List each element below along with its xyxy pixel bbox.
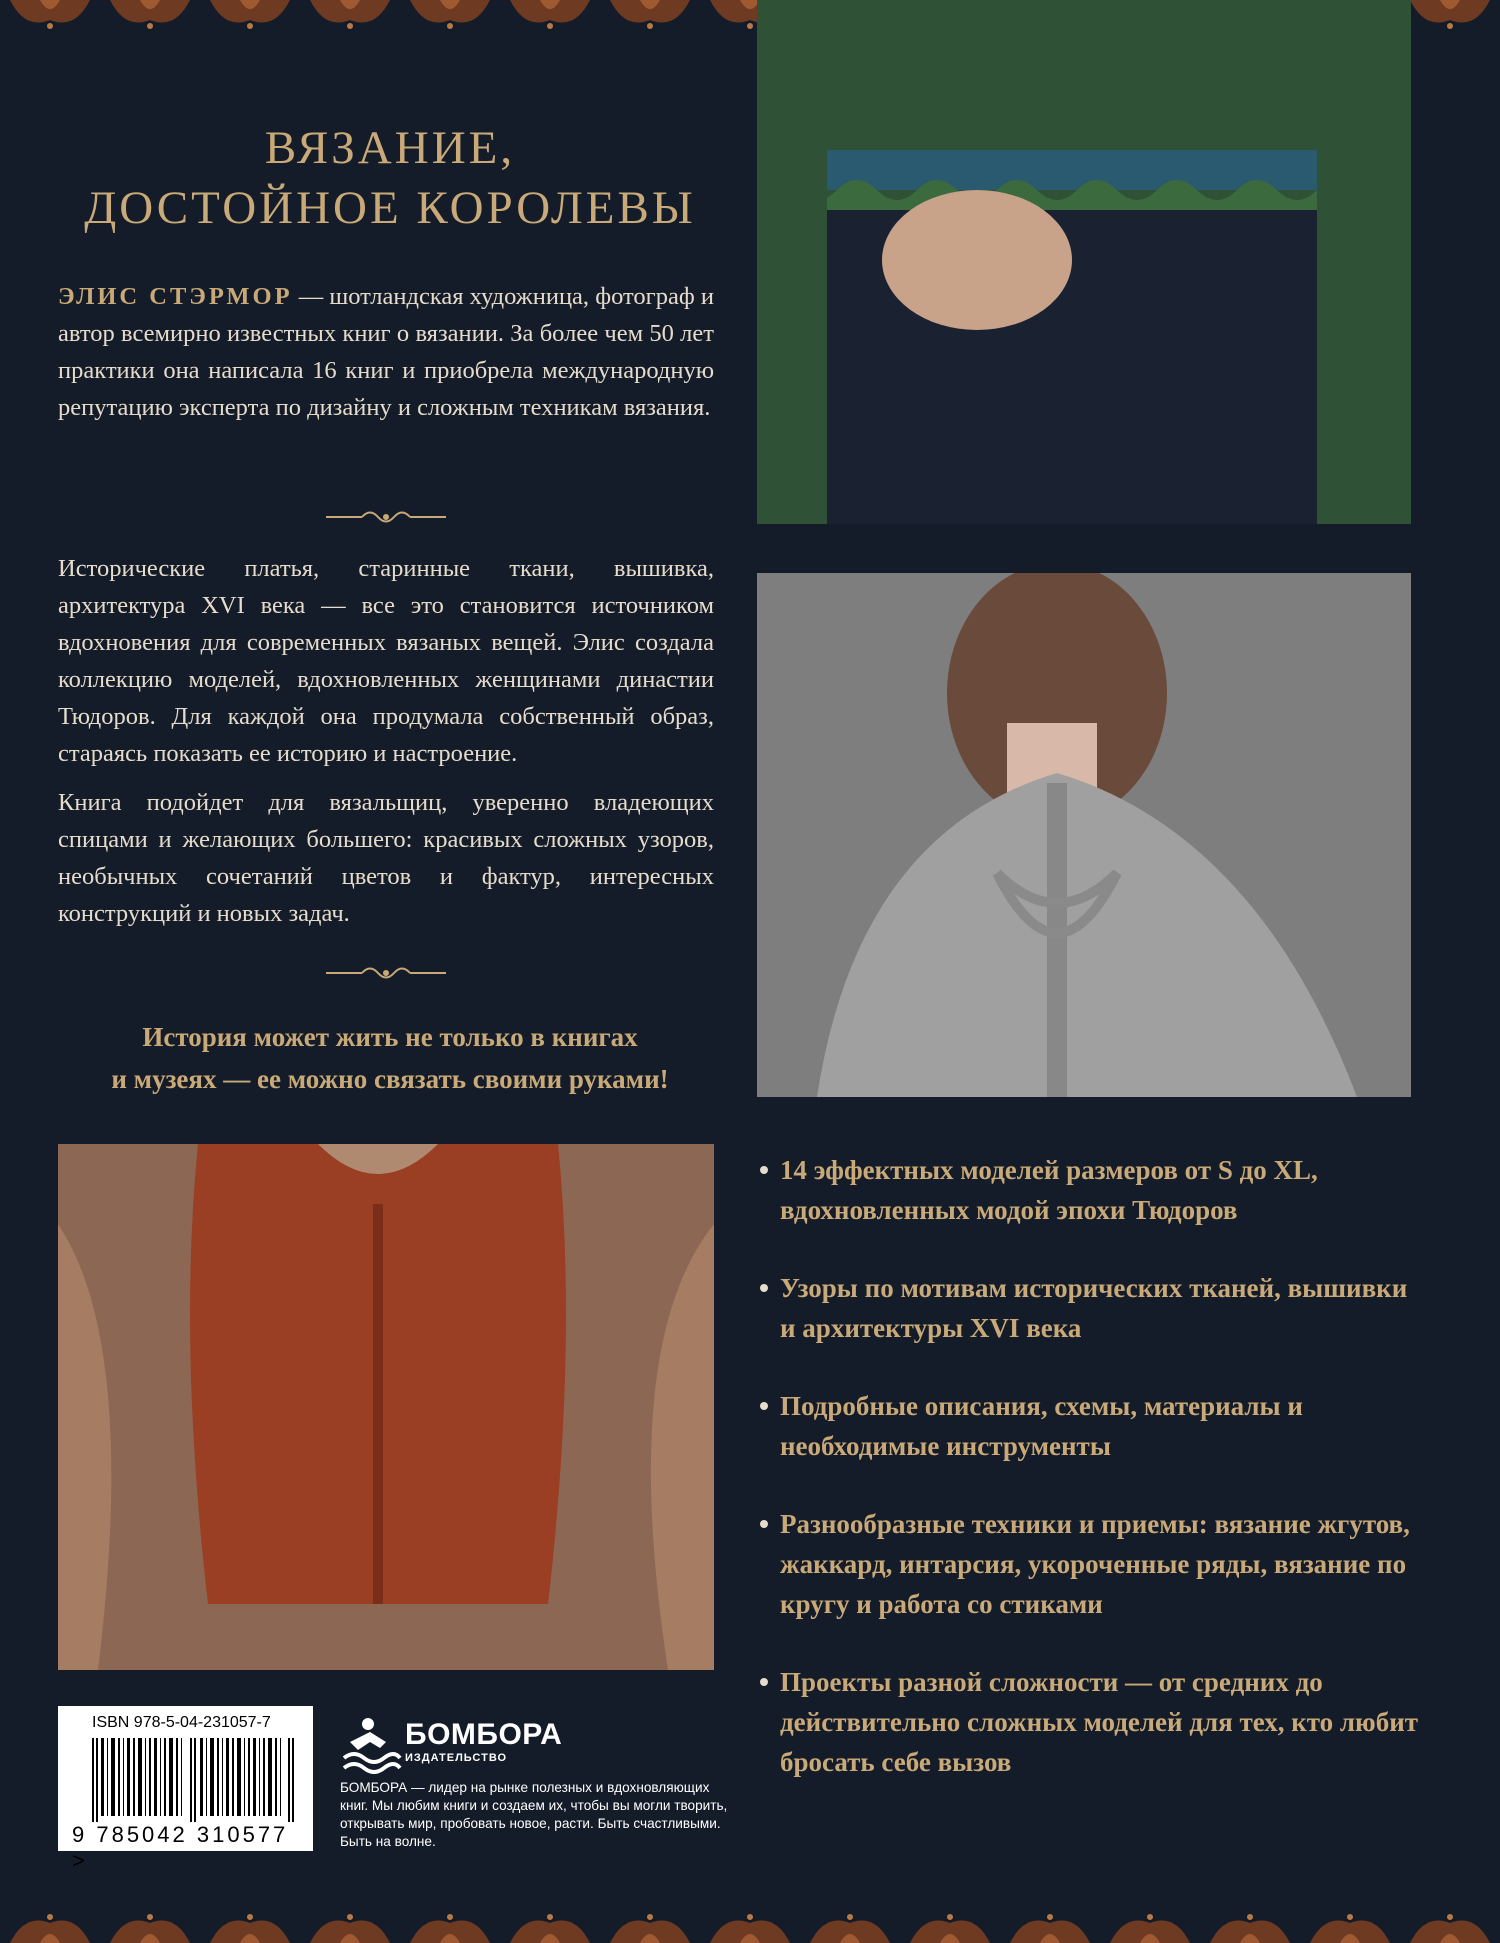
feature-text: 14 эффектных моделей размеров от S до XL, вдохновленных модой эпохи Тюдоров — [780, 1155, 1318, 1225]
bullet-dot-icon — [760, 1166, 768, 1174]
feature-item — [760, 1386, 1420, 1466]
publisher-subtitle: ИЗДАТЕЛЬСТВО — [405, 1752, 508, 1764]
title-line-1: ВЯЗАНИЕ, — [264, 122, 516, 174]
feature-list — [760, 1150, 1420, 1820]
publisher-name: БОМБОРА — [405, 1718, 563, 1751]
author-intro-text: — шотландская художница, фотограф и автор всемирно известных книг о вязании. За более чем 50 лет практики она написала 16 книг и приобрела международную репутацию эксперта по дизайну и сложным техникам вязания. — [58, 283, 714, 421]
feature-item — [760, 1662, 1420, 1782]
bullet-dot-icon — [760, 1678, 768, 1686]
photo-grey-cable-sweater-back — [757, 573, 1411, 1097]
feature-item — [760, 1150, 1420, 1230]
bottom-ornament-border — [0, 1903, 1500, 1943]
photo-rust-jacquard-vest — [58, 1144, 714, 1670]
photo-green-ruffled-cardigan — [757, 0, 1411, 524]
description-paragraph-2: Книга подойдет для вязальщиц, уверенно владеющих спицами и желающих большего: красивых сложных узоров, необычных сочетаний цветов и фактур, интересных конструкций и новых задач. — [58, 789, 714, 927]
author-name: ЭЛИС СТЭРМОР — [58, 283, 293, 310]
bullet-dot-icon — [760, 1284, 768, 1292]
feature-text: Проекты разной сложности — от средних до действительно сложных моделей для тех, кто любит бросать себе вызов — [780, 1667, 1419, 1777]
title-line-2: ДОСТОЙНОЕ КОРОЛЕВЫ — [84, 182, 696, 234]
barcode-icon — [92, 1738, 298, 1822]
quote-line-1: История может жить не только в книгах — [142, 1022, 638, 1052]
isbn-text: ISBN 978-5-04-231057-7 — [92, 1714, 271, 1731]
tagline-quote — [40, 1016, 740, 1100]
feature-text: Узоры по мотивам исторических тканей, вышивки и архитектуры XVI века — [780, 1273, 1408, 1343]
description-paragraphs — [58, 550, 714, 944]
ornament-divider-2 — [322, 962, 450, 984]
publisher-description: БОМБОРА — лидер на рынке полезных и вдохновляющих книг. Мы любим книги и создаем их, чтобы вы могли творить, открывать мир, пробовать новое, расти. Быть счастливыми. Быть на волне. — [340, 1780, 728, 1849]
bullet-dot-icon — [760, 1520, 768, 1528]
feature-item — [760, 1504, 1420, 1624]
feature-text: Подробные описания, схемы, материалы и необходимые инструменты — [780, 1391, 1303, 1461]
feature-item — [760, 1268, 1420, 1348]
bullet-dot-icon — [760, 1402, 768, 1410]
book-title — [40, 118, 740, 238]
feature-text: Разнообразные техники и приемы: вязание жгутов, жаккард, интарсия, укороченные ряды, вязание по кругу и работа со стиками — [780, 1509, 1410, 1619]
barcode-digits: 9 785042 310577 > — [72, 1822, 289, 1873]
author-intro — [58, 278, 714, 426]
ornament-divider-1 — [322, 506, 450, 528]
description-paragraph-1: Исторические платья, старинные ткани, вышивка, архитектура XVI века — все это становится источником вдохновения для современных вязаных вещей. Элис создала коллекцию моделей, вдохновленных женщинами династии Тюдоров. Для каждой она продумала собственный образ, стараясь показать ее историю и настроение. — [58, 555, 714, 767]
isbn-barcode-box — [58, 1706, 313, 1873]
quote-line-2: и музеях — ее можно связать своими руками! — [111, 1064, 669, 1094]
